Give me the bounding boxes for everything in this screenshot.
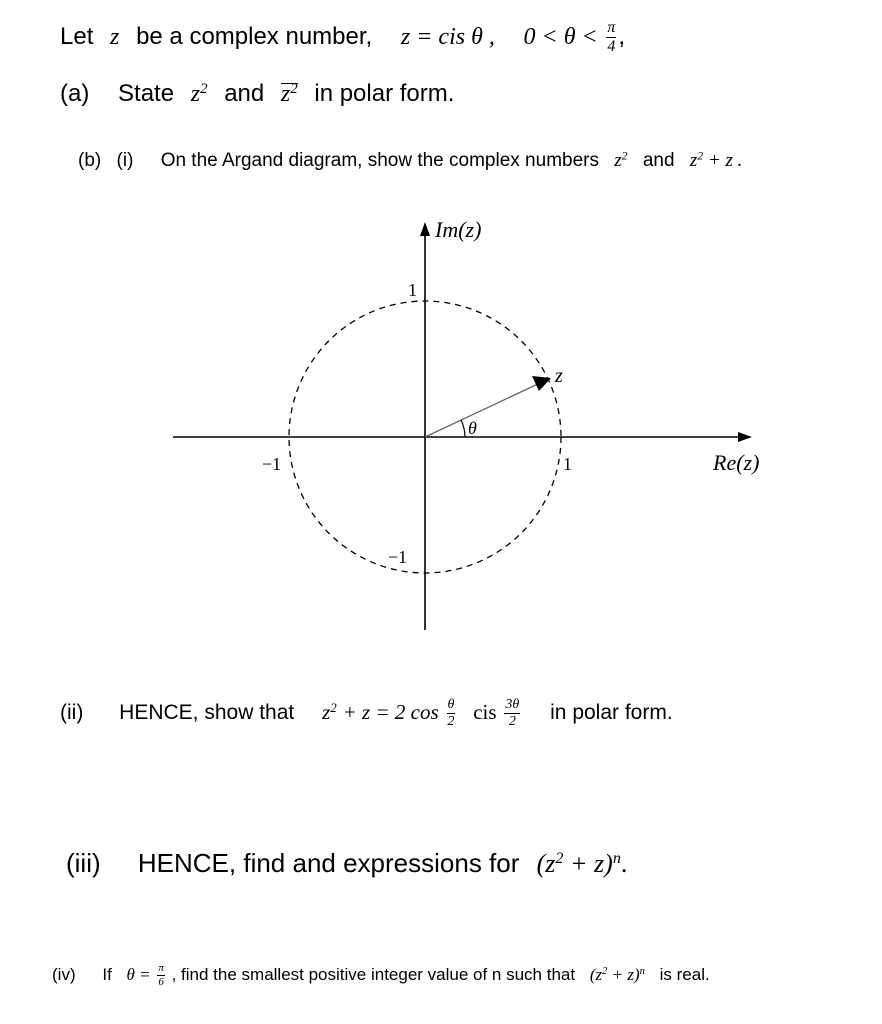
z-squared: $z^2$ (322, 699, 337, 725)
angle-arc (461, 420, 465, 437)
z-squared-plus-z: $z^2 + z$ . (689, 149, 743, 171)
frac-denominator: 6 (158, 976, 164, 988)
part-iii (66, 848, 627, 879)
if-word: If (102, 964, 112, 984)
z-squared-conjugate: $z^2$ (280, 80, 298, 107)
pi-over-six (157, 963, 165, 988)
frac-numerator: 3θ (505, 697, 520, 712)
part-ii (60, 698, 673, 729)
vector-z (425, 383, 540, 437)
frac-numerator: π (158, 962, 164, 974)
in-polar-form: in polar form. (314, 80, 455, 107)
and-word: and (224, 80, 265, 107)
tick-label-bottom: −1 (388, 547, 408, 567)
expression-power-n: $(z^2 + z)^n$ (589, 964, 645, 984)
is-real-text: is real. (659, 964, 710, 984)
theta-over-two (447, 698, 456, 729)
part-iv-text: , find the smallest positive integer value of n such that (171, 964, 576, 984)
part-b-text: On the Argand diagram, show the complex numbers (160, 150, 599, 171)
part-ii-label: (ii) (60, 701, 84, 725)
hence-show-text: HENCE, show that (119, 701, 295, 725)
frac-denominator: 2 (508, 714, 516, 729)
period: . (620, 849, 628, 878)
tick-label-top: 1 (408, 280, 417, 300)
z-squared: $z^2$ (190, 80, 208, 107)
pi-over-four (606, 20, 616, 55)
part-b-i (78, 150, 742, 172)
vector-z-arrow-icon (532, 376, 551, 391)
tick-label-left: −1 (262, 454, 282, 474)
z-definition: z = cis θ , (400, 23, 495, 50)
point-z-label: z (555, 365, 563, 387)
frac-numerator: θ (447, 697, 455, 712)
let-word: Let (60, 22, 94, 50)
part-iv-label: (iv) (52, 964, 76, 984)
hence-find-text: HENCE, find and expressions for (137, 848, 520, 878)
part-i-label: (i) (116, 150, 134, 171)
part-b-label: (b) (78, 150, 102, 171)
im-axis-label: Im(z) (435, 217, 482, 242)
part-iii-label: (iii) (66, 848, 101, 878)
part-a (60, 80, 454, 108)
equation-rhs: + z = 2 cos (342, 700, 439, 725)
z-squared: $z^2$ (614, 149, 628, 171)
variable-z: z (110, 23, 120, 50)
frac-numerator: π (607, 19, 616, 36)
part-a-label: (a) (60, 80, 90, 107)
re-axis-label: Re(z) (713, 450, 760, 475)
part-iv (52, 963, 710, 988)
theta-range: 0 < θ < (523, 23, 598, 50)
three-theta-over-two (504, 698, 520, 729)
in-polar-form: in polar form. (550, 701, 673, 725)
imaginary-axis-arrow-icon (420, 222, 430, 236)
theta-label: θ (468, 418, 477, 438)
cis-word: cis (473, 700, 497, 725)
theta-equals: θ = (126, 964, 151, 984)
state-word: State (118, 80, 175, 107)
real-axis-arrow-icon (738, 432, 752, 442)
frac-denominator: 2 (447, 714, 455, 729)
tick-label-right: 1 (563, 454, 572, 474)
intro-text: be a complex number, (136, 22, 373, 50)
and-word: and (642, 150, 675, 171)
intro-line (60, 20, 625, 55)
comma: , (618, 22, 626, 50)
argand-diagram (0, 200, 882, 640)
frac-denominator: 4 (607, 38, 616, 55)
expression-power-n: $(z^2 + z)^n$ (536, 849, 621, 878)
